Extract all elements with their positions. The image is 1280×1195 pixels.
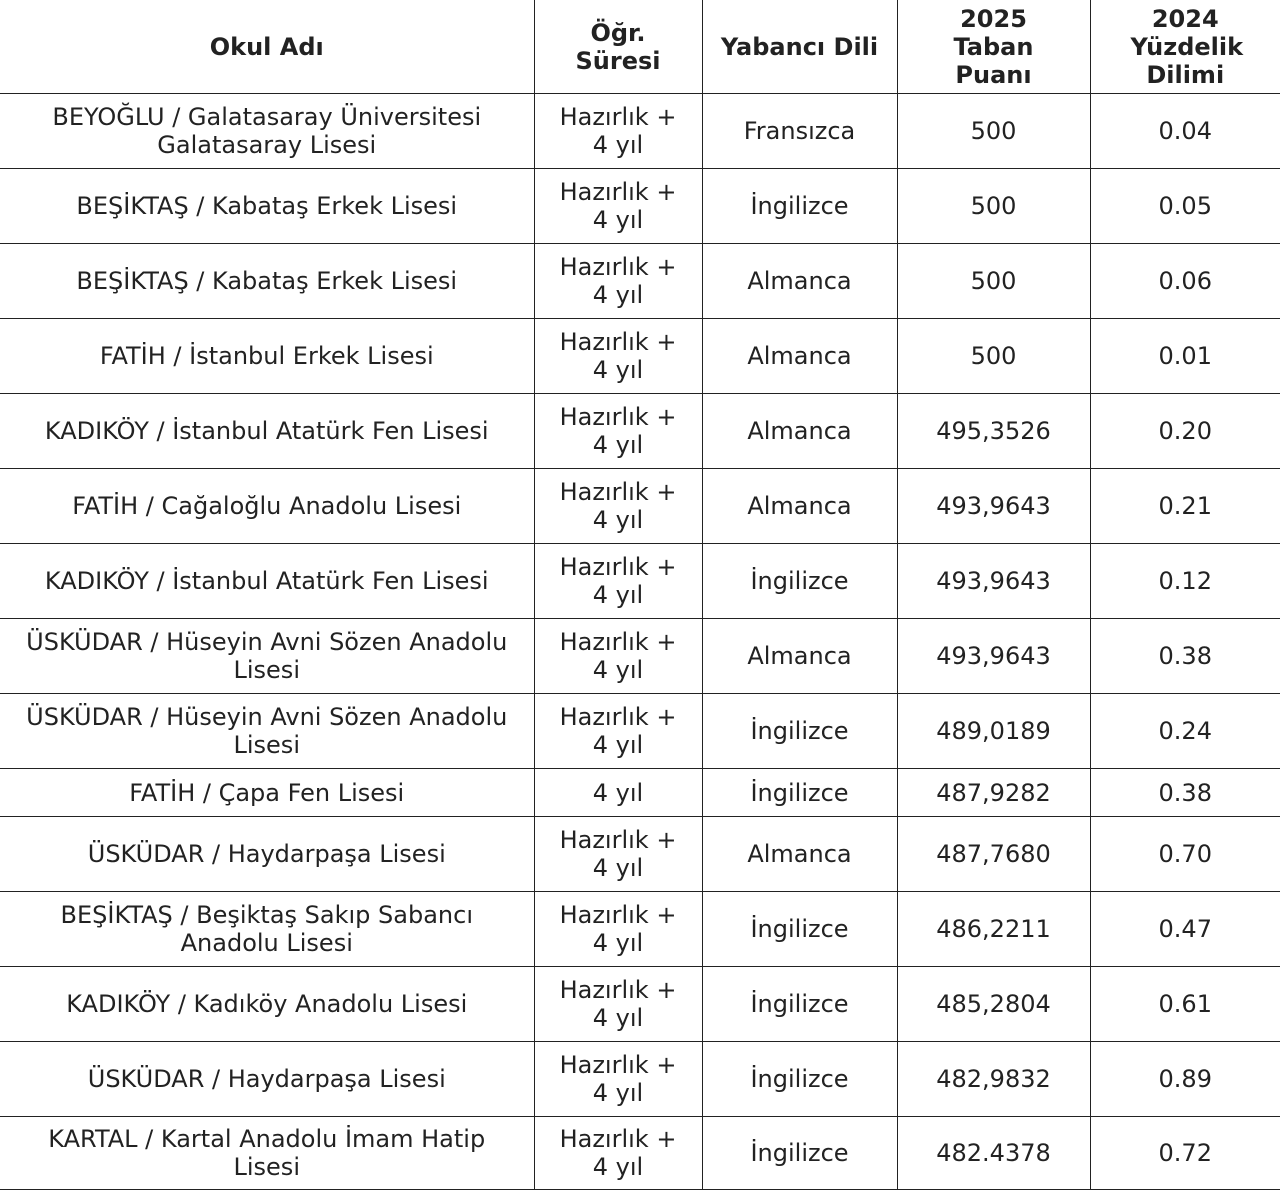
cell-score: 487,9282	[897, 769, 1090, 817]
cell-score: 493,9643	[897, 619, 1090, 694]
cell-percentile: 0.47	[1090, 892, 1280, 967]
cell-percentile: 0.61	[1090, 967, 1280, 1042]
cell-score: 500	[897, 244, 1090, 319]
cell-percentile: 0.06	[1090, 244, 1280, 319]
cell-duration: Hazırlık + 4 yıl	[534, 319, 702, 394]
table-row	[0, 892, 1280, 967]
cell-language: İngilizce	[702, 694, 897, 769]
cell-language: İngilizce	[702, 967, 897, 1042]
cell-percentile: 0.21	[1090, 469, 1280, 544]
cell-language: Almanca	[702, 817, 897, 892]
table-row	[0, 319, 1280, 394]
table-row	[0, 1042, 1280, 1117]
cell-duration: Hazırlık + 4 yıl	[534, 619, 702, 694]
cell-duration: Hazırlık + 4 yıl	[534, 394, 702, 469]
cell-school: BEŞİKTAŞ / Beşiktaş Sakıp Sabancı Anadolu Lisesi	[0, 892, 534, 967]
header-language: Yabancı Dili	[702, 0, 897, 94]
cell-language: İngilizce	[702, 1117, 897, 1190]
cell-score: 493,9643	[897, 469, 1090, 544]
cell-percentile: 0.01	[1090, 319, 1280, 394]
cell-percentile: 0.72	[1090, 1117, 1280, 1190]
cell-school: ÜSKÜDAR / Haydarpaşa Lisesi	[0, 1042, 534, 1117]
cell-percentile: 0.05	[1090, 169, 1280, 244]
cell-school: BEYOĞLU / Galatasaray Üniversitesi Galatasaray Lisesi	[0, 94, 534, 169]
cell-percentile: 0.24	[1090, 694, 1280, 769]
header-duration: Öğr. Süresi	[534, 0, 702, 94]
cell-score: 493,9643	[897, 544, 1090, 619]
cell-language: Almanca	[702, 469, 897, 544]
table-row	[0, 544, 1280, 619]
cell-score: 486,2211	[897, 892, 1090, 967]
cell-percentile: 0.20	[1090, 394, 1280, 469]
cell-school: KARTAL / Kartal Anadolu İmam Hatip Lisesi	[0, 1117, 534, 1190]
table-row	[0, 469, 1280, 544]
cell-duration: Hazırlık + 4 yıl	[534, 1042, 702, 1117]
cell-language: İngilizce	[702, 544, 897, 619]
cell-school: KADIKÖY / İstanbul Atatürk Fen Lisesi	[0, 544, 534, 619]
table-row	[0, 244, 1280, 319]
cell-language: Almanca	[702, 619, 897, 694]
cell-language: Almanca	[702, 319, 897, 394]
cell-percentile: 0.04	[1090, 94, 1280, 169]
cell-duration: Hazırlık + 4 yıl	[534, 817, 702, 892]
cell-percentile: 0.12	[1090, 544, 1280, 619]
cell-school: ÜSKÜDAR / Hüseyin Avni Sözen Anadolu Lisesi	[0, 694, 534, 769]
cell-school: KADIKÖY / İstanbul Atatürk Fen Lisesi	[0, 394, 534, 469]
cell-duration: Hazırlık + 4 yıl	[534, 694, 702, 769]
cell-percentile: 0.38	[1090, 619, 1280, 694]
cell-duration: Hazırlık + 4 yıl	[534, 892, 702, 967]
cell-score: 495,3526	[897, 394, 1090, 469]
cell-duration: Hazırlık + 4 yıl	[534, 1117, 702, 1190]
cell-score: 482,9832	[897, 1042, 1090, 1117]
header-percentile: 2024 Yüzdelik Dilimi	[1090, 0, 1280, 94]
cell-score: 482.4378	[897, 1117, 1090, 1190]
table-row	[0, 1117, 1280, 1190]
cell-school: KADIKÖY / Kadıköy Anadolu Lisesi	[0, 967, 534, 1042]
table-row	[0, 967, 1280, 1042]
cell-score: 485,2804	[897, 967, 1090, 1042]
table-row	[0, 817, 1280, 892]
cell-duration: Hazırlık + 4 yıl	[534, 469, 702, 544]
table-row	[0, 169, 1280, 244]
cell-language: Almanca	[702, 244, 897, 319]
cell-language: İngilizce	[702, 769, 897, 817]
cell-school: BEŞİKTAŞ / Kabataş Erkek Lisesi	[0, 244, 534, 319]
table-row	[0, 619, 1280, 694]
cell-duration: 4 yıl	[534, 769, 702, 817]
cell-school: FATİH / Cağaloğlu Anadolu Lisesi	[0, 469, 534, 544]
cell-language: İngilizce	[702, 1042, 897, 1117]
cell-duration: Hazırlık + 4 yıl	[534, 544, 702, 619]
table-row	[0, 769, 1280, 817]
header-school: Okul Adı	[0, 0, 534, 94]
cell-duration: Hazırlık + 4 yıl	[534, 967, 702, 1042]
cell-percentile: 0.38	[1090, 769, 1280, 817]
header-row	[0, 0, 1280, 94]
cell-score: 500	[897, 94, 1090, 169]
cell-school: FATİH / Çapa Fen Lisesi	[0, 769, 534, 817]
cell-score: 489,0189	[897, 694, 1090, 769]
table-row	[0, 694, 1280, 769]
cell-language: İngilizce	[702, 892, 897, 967]
table-row	[0, 94, 1280, 169]
cell-score: 487,7680	[897, 817, 1090, 892]
cell-school: ÜSKÜDAR / Haydarpaşa Lisesi	[0, 817, 534, 892]
cell-language: İngilizce	[702, 169, 897, 244]
cell-duration: Hazırlık + 4 yıl	[534, 94, 702, 169]
cell-language: Almanca	[702, 394, 897, 469]
header-score: 2025 Taban Puanı	[897, 0, 1090, 94]
cell-language: Fransızca	[702, 94, 897, 169]
table-row	[0, 394, 1280, 469]
cell-school: ÜSKÜDAR / Hüseyin Avni Sözen Anadolu Lisesi	[0, 619, 534, 694]
cell-duration: Hazırlık + 4 yıl	[534, 244, 702, 319]
cell-school: FATİH / İstanbul Erkek Lisesi	[0, 319, 534, 394]
cell-percentile: 0.70	[1090, 817, 1280, 892]
cell-score: 500	[897, 319, 1090, 394]
cell-duration: Hazırlık + 4 yıl	[534, 169, 702, 244]
cell-score: 500	[897, 169, 1090, 244]
cell-school: BEŞİKTAŞ / Kabataş Erkek Lisesi	[0, 169, 534, 244]
cell-percentile: 0.89	[1090, 1042, 1280, 1117]
